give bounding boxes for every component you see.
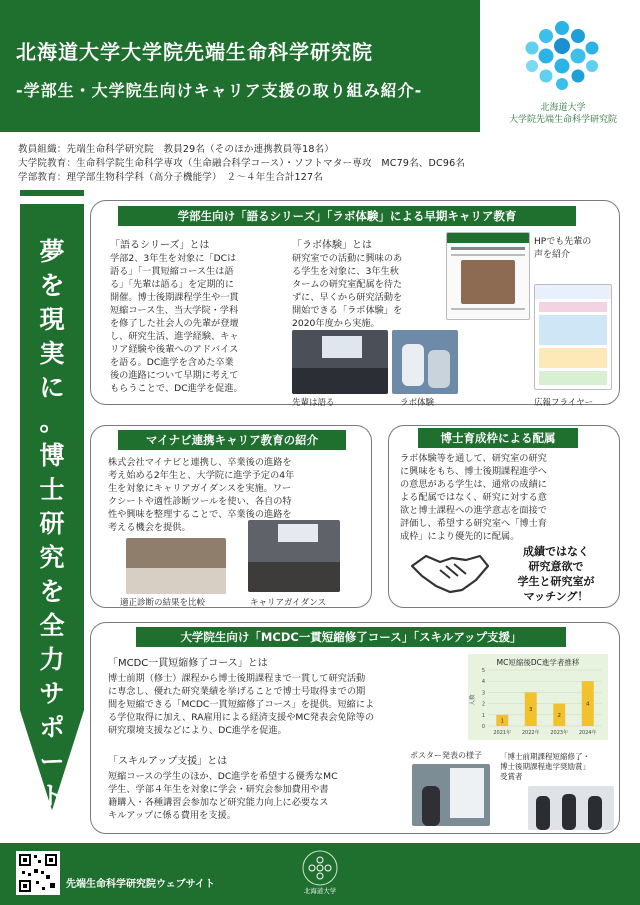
page-title: 北海道大学大学院先端生命科学研究院 <box>16 40 373 64</box>
slogan-char: 夢 <box>39 237 65 266</box>
photo-aptitude-comparison <box>126 538 226 594</box>
logo-text-institute: 大学院先端生命科学研究院 <box>508 115 617 125</box>
panel-graduate-support-heading: 大学院生向け「MCDC一貫短縮修了コース」「スキルアップ支援」 <box>136 627 566 647</box>
chart-y-tick: 0 <box>481 724 485 730</box>
slogan-char: ー <box>39 747 65 776</box>
caption-aptitude: 適正診断の結果を比較 <box>120 598 206 608</box>
kataru-title: 「語るシリーズ」とは <box>110 240 210 251</box>
slogan-char: ポ <box>39 713 65 742</box>
slogan-char: 現 <box>39 305 65 334</box>
hp-note: HPでも先輩の 声を紹介 <box>534 237 592 260</box>
slogan-char: を <box>39 271 65 300</box>
slogan-char: 全 <box>39 611 65 640</box>
mcdc-title: 「MCDC一貫短縮修了コース」とは <box>108 658 268 669</box>
chart-data-label: 2 <box>557 712 561 719</box>
doctoral-assignment-text: ラボ体験等を通して、研究室の研究 に興味をもち、博士後期課程進学へ の意思がある学生は、通常の成績に よる配属ではなく、研究に対する意 欲と博士課程への進学意志を面接で 評価し、希望する研究室へ「博士育 成枠」により優先的に配属。 <box>400 453 547 542</box>
skillup-title: 「スキルアップ支援」とは <box>108 756 228 767</box>
footer-logo-text: 北海道大学 <box>303 887 337 895</box>
chart-x-tick: 2022年 <box>521 730 540 736</box>
chart-title: MC短縮後DC進学者推移 <box>496 658 580 667</box>
chart-y-tick: 5 <box>481 668 485 674</box>
slogan-char: 研 <box>39 509 65 538</box>
chart-data-label: 4 <box>586 701 590 708</box>
logo-text-university: 北海道大学 <box>540 103 586 113</box>
photo-career-guidance <box>248 520 340 592</box>
photo-senpai-lecture <box>292 330 388 394</box>
caption-senpai: 先輩は語る <box>292 398 335 408</box>
caption-lab: ラボ体験 <box>400 398 435 408</box>
lab-experience-title: 「ラボ体験」とは <box>292 240 372 251</box>
institute-logo <box>516 18 608 94</box>
chart-x-tick: 2023年 <box>550 730 569 736</box>
chart-y-tick: 1 <box>481 712 485 719</box>
slogan-char: 実 <box>39 339 65 368</box>
skillup-text: 短縮コースの学生のほか、DC進学を希望する優秀なMC 学生、学部４年生を対象に学会・研究会参加費用や書 籍購入・各種講習会参加など研究能力向上に必要なス キルアップに係る費用を支援。 <box>108 771 338 821</box>
matching-highlight: 成績ではなく 研究意欲で 学生と研究室が マッチング！ <box>517 545 595 603</box>
caption-flyer: 広報フライヤー <box>534 398 594 408</box>
chart-y-tick: 2 <box>481 701 485 708</box>
chart-x-tick: 2024年 <box>578 730 597 736</box>
chart-y-tick: 4 <box>481 679 485 686</box>
chart-data-label: 3 <box>529 707 533 714</box>
chart-y-tick: 3 <box>481 690 485 697</box>
footer-website-link[interactable]: 先端生命科学研究院ウェブサイト <box>66 879 215 890</box>
info-graduate: 大学院教育：生命科学院生命科学専攻（生命融合科学コース）・ソフトマター専攻 MC79名、DC96名 <box>18 158 466 169</box>
panel-early-career-heading: 学部生向け「語るシリーズ」「ラボ体験」による早期キャリア教育 <box>118 206 576 226</box>
slogan-char: サ <box>39 679 65 708</box>
slogan-char: 究 <box>39 543 65 572</box>
header-band <box>0 0 480 132</box>
slogan-char: を <box>39 577 65 606</box>
mcdc-text: 博士前期（修士）課程から博士後期課程まで一貫して研究活動 に専念し、優れた研究業績を挙げることで博士号取得までの期 間を短縮できる「MCDC一貫短縮修了コース」を提供。短縮によ る学位取得に加え、RA雇用による経済支援やMC発表会免除等の 研究環境支援などにより、DC進学を促進。 <box>108 673 375 736</box>
chart-y-label: 人数 <box>470 694 476 706</box>
flyer-image <box>534 284 612 390</box>
slogan-char: に <box>39 373 65 402</box>
slogan-vertical <box>32 235 72 813</box>
photo-lab-experience <box>392 330 458 394</box>
slogan-char: 士 <box>39 475 65 504</box>
lab-experience-text: 研究室での活動に興味のあ る学生を対象に、3年生秋 タームの研究室配属を待た ずに、早くから研究活動を 開始できる「ラボ体験」を 2020年度から実施。 <box>292 253 403 329</box>
slogan-char: 博 <box>39 441 65 470</box>
chart-data-label: 1 <box>500 718 504 725</box>
panel-doctoral-assignment-heading: 博士育成枠による配属 <box>418 428 578 448</box>
caption-guidance: キャリアガイダンス <box>250 598 326 608</box>
footer-logo <box>300 848 340 888</box>
kataru-text: 学部2、3年生を対象に「DCは 語る」「一貫短縮コース生は語 る」「先輩は語る」を定期的に 開催。博士後期課程学生や一貫 短縮コース生、当大学院・学科 を修了した社会人の先輩が登壇 し、研究生活、進学経験、キャ リア経験や後輩へのアドバイス を語る。DC進学を含めた卒業 後の進路について早期に考えて もらうことで、DC進学を促進。 <box>110 253 243 394</box>
panel-mynavi-heading: マイナビ連携キャリア教育の紹介 <box>118 430 346 450</box>
handshake-icon <box>410 548 490 596</box>
photo-award-recipients <box>528 786 614 830</box>
chart-x-tick: 2021年 <box>493 730 512 736</box>
photo-poster-session <box>412 764 490 826</box>
page-subtitle: -学部生・大学院生向けキャリア支援の取り組み紹介- <box>16 81 423 100</box>
slogan-char: 力 <box>39 645 65 674</box>
mynavi-text: 株式会社マイナビと連携し、卒業後の進路を 考え始める2年生と、大学院に進学予定の4年 生を対象にキャリアガイダンスを実施。ワー クシートや適性診断ツールを使い、各自の特 性や興味を整理することで、卒業後の進路を 考える機会を提供。 <box>108 457 295 533</box>
qr-code[interactable] <box>16 851 60 895</box>
info-faculty: 教員組織：先端生命科学研究院 教員29名（そのほか連携教員等18名） <box>18 144 334 155</box>
slogan-char: ト <box>39 781 65 810</box>
caption-award: 「博士前期課程短縮修了・ 博士後期課程進学奨励賞」 受賞者 <box>500 752 590 781</box>
slogan-char: 。 <box>39 407 65 436</box>
website-screenshot <box>446 232 530 320</box>
caption-poster: ポスター発表の様子 <box>410 751 482 760</box>
info-undergraduate: 学部教育：理学部生物科学科（高分子機能学） ２～４年生合計127名 <box>18 172 323 183</box>
dc-progression-chart <box>468 654 608 740</box>
